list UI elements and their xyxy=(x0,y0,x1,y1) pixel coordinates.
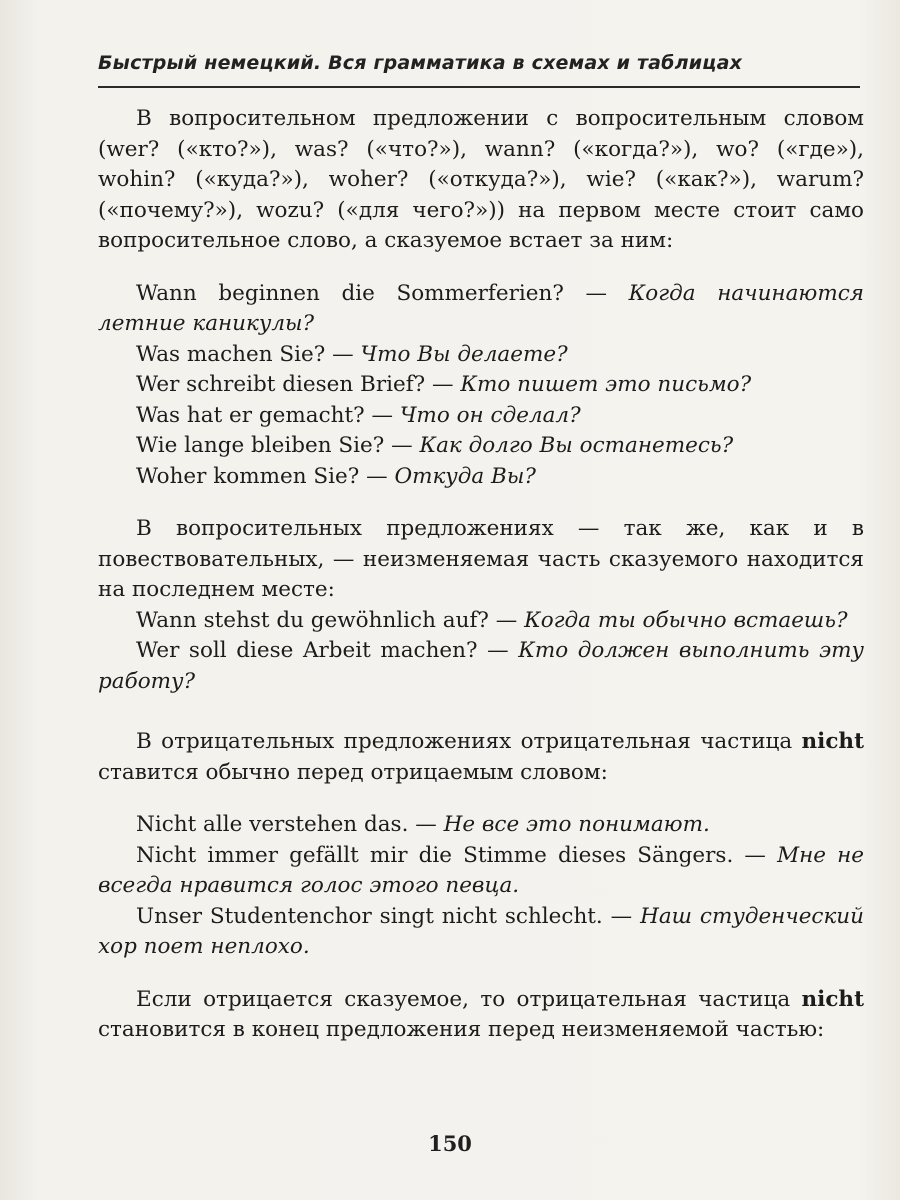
example-translation: Кто пишет это письмо? xyxy=(460,372,752,397)
paragraph-negation xyxy=(98,727,864,788)
example-line xyxy=(98,462,864,493)
paragraph-text: ставится обычно перед отрицаемым словом: xyxy=(98,759,608,785)
page-body xyxy=(98,104,864,1046)
example-german: Nicht immer gefällt mir die Stimme dieses Sängers. — xyxy=(136,842,778,868)
example-line xyxy=(98,279,864,340)
example-line xyxy=(98,636,864,697)
examples-negation xyxy=(98,810,864,963)
example-line xyxy=(98,606,864,637)
page-number: 150 xyxy=(428,1131,472,1156)
paragraph-separable-part: В вопросительных предложениях — так же, как и в повествовательных, — неизменяемая часть сказуемого находится на последнем месте: xyxy=(98,516,864,602)
spacer xyxy=(98,697,864,727)
paragraph-text: становится в конец предложения перед неизменяемой частью: xyxy=(98,1017,825,1042)
example-translation: Как долго Вы останетесь? xyxy=(419,433,734,458)
example-line xyxy=(98,841,864,902)
example-translation: Что Вы делаете? xyxy=(360,341,568,367)
example-german: Unser Studentenchor singt nicht schlecht. — xyxy=(136,903,641,929)
example-translation: Когда ты обычно встаешь? xyxy=(524,607,848,633)
spacer xyxy=(98,963,864,985)
keyword-nicht: nicht xyxy=(801,729,864,754)
example-line xyxy=(98,431,864,462)
example-german: Wann stehst du gewöhnlich auf? — xyxy=(136,607,525,633)
running-header: Быстрый немецкий. Вся грамматика в схемах и таблицах xyxy=(98,52,743,74)
example-german: Woher kommen Sie? — xyxy=(136,463,395,489)
example-line xyxy=(98,401,864,432)
example-german: Nicht alle verstehen das. — xyxy=(136,812,444,837)
example-german: Was machen Sie? — xyxy=(136,341,361,367)
paragraph-question-word-order: В вопросительном предложении с вопросительным словом (wer? («кто?»), was? («что?»), wann? («когда?»), wo? («где»), wohin? («куда?»), woher? («откуда?»), wie? («как?»), warum? («почему?»), wozu? («для чего?»)) на первом месте стоит само вопросительное слово, а сказуемое встает за ним: xyxy=(98,106,864,253)
examples-question-words xyxy=(98,279,864,493)
example-german: Wer soll diese Arbeit machen? — xyxy=(136,638,519,663)
example-translation: Откуда Вы? xyxy=(394,463,536,489)
example-line xyxy=(98,370,864,401)
examples-separable-part xyxy=(98,606,864,698)
example-translation: Мне не всегда нравится голос этого певца. xyxy=(98,842,864,898)
example-line xyxy=(98,810,864,841)
example-translation: Наш студенческий хор поет неплохо. xyxy=(98,903,864,959)
example-german: Was hat er gemacht? — xyxy=(136,402,400,428)
example-translation: Не все это понимают. xyxy=(443,812,710,837)
spacer xyxy=(98,257,864,279)
spacer xyxy=(98,492,864,514)
header-rule xyxy=(98,86,860,88)
example-german: Wer schreibt diesen Brief? — xyxy=(136,372,461,397)
paragraph-predicate-negation xyxy=(98,985,864,1046)
example-line xyxy=(98,902,864,963)
paragraph-text: Если отрицается сказуемое, то отрицательная частица xyxy=(136,986,802,1012)
paragraph-text: В отрицательных предложениях отрицательная частица xyxy=(136,729,802,754)
spacer xyxy=(98,788,864,810)
example-german: Wie lange bleiben Sie? — xyxy=(136,433,420,458)
keyword-nicht: nicht xyxy=(801,986,864,1012)
example-translation: Когда начинаются летние каникулы? xyxy=(98,280,864,336)
example-line xyxy=(98,340,864,371)
example-translation: Кто должен выполнить эту работу? xyxy=(98,638,864,694)
example-translation: Что он сделал? xyxy=(399,402,581,428)
example-german: Wann beginnen die Sommerferien? — xyxy=(136,280,629,306)
